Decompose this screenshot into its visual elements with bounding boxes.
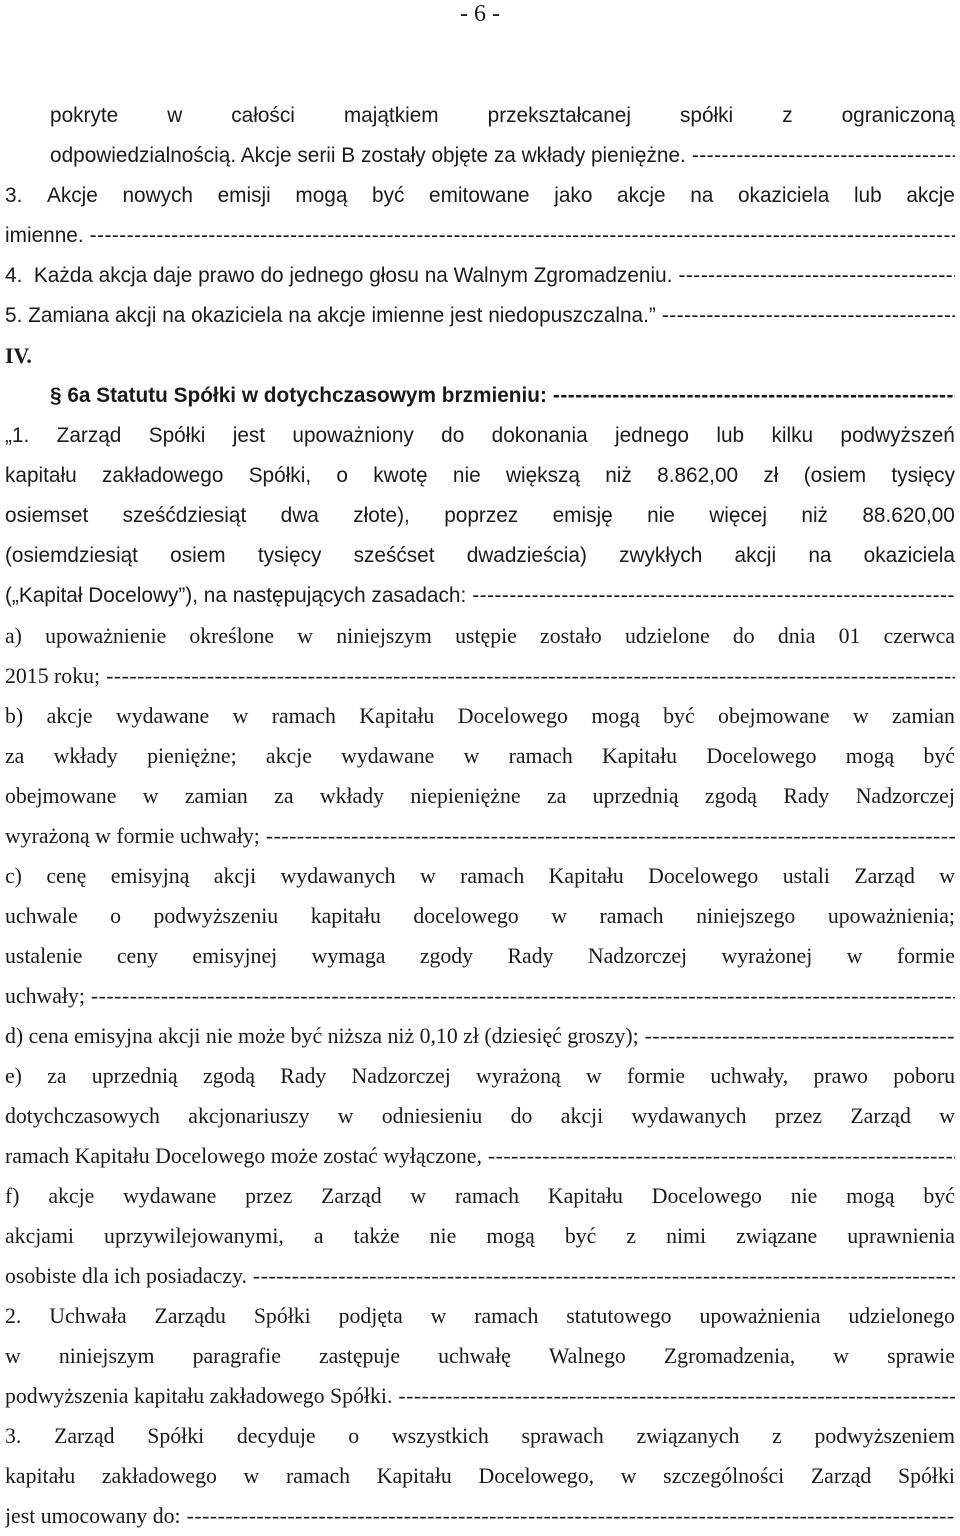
word: nie bbox=[452, 464, 481, 487]
word: emisyjną bbox=[110, 864, 190, 888]
word: wydawane bbox=[115, 704, 210, 728]
word: kilku bbox=[771, 424, 814, 447]
word: zgodą bbox=[704, 784, 757, 808]
word: ustalenie bbox=[5, 944, 83, 968]
line-text: 4. Każda akcja daje prawo do jednego głosu na Walnym Zgromadzeniu. bbox=[5, 264, 673, 287]
word: uchwałę bbox=[438, 1344, 511, 1368]
word: więcej bbox=[709, 504, 767, 527]
word: Zarząd bbox=[850, 1104, 911, 1128]
line-text: podwyższenia kapitału zakładowego Spółki. bbox=[5, 1384, 393, 1408]
word: za bbox=[546, 784, 567, 808]
word: akcji bbox=[734, 544, 777, 567]
word: ustępie bbox=[455, 624, 517, 648]
word: Docelowego bbox=[457, 704, 568, 728]
word: Zarząd bbox=[321, 1184, 382, 1208]
word: e) bbox=[5, 1064, 22, 1088]
word: docelowego bbox=[413, 904, 519, 928]
word: wydawane bbox=[123, 1184, 217, 1208]
text-line bbox=[5, 1376, 955, 1416]
word: formie bbox=[896, 944, 955, 968]
word: całości bbox=[231, 104, 295, 127]
word: wydawanych bbox=[280, 864, 396, 888]
dash-filler bbox=[472, 576, 955, 616]
word: akcji bbox=[213, 864, 257, 888]
word: niepieniężne bbox=[410, 784, 521, 808]
word: Uchwała bbox=[49, 1304, 127, 1328]
page-number: - 6 - bbox=[460, 1, 500, 27]
text-line bbox=[5, 256, 955, 296]
word: w bbox=[833, 1344, 850, 1368]
word: uchwale bbox=[5, 904, 78, 928]
word: 8.862,00 bbox=[657, 464, 739, 487]
word: większą bbox=[505, 464, 580, 487]
word: udzielonego bbox=[848, 1304, 955, 1328]
word: niniejszym bbox=[58, 1344, 155, 1368]
word: akcjami bbox=[5, 1224, 74, 1248]
word: także bbox=[353, 1224, 400, 1248]
word: przekształcanej bbox=[487, 104, 631, 127]
text-line bbox=[5, 136, 955, 176]
word: akcji bbox=[560, 1104, 604, 1128]
word: Zarząd bbox=[54, 1424, 115, 1448]
word: odniesieniu bbox=[381, 1104, 483, 1128]
word: kapitału bbox=[5, 1464, 76, 1488]
word: 88.620,00 bbox=[862, 504, 955, 527]
word: emisję bbox=[552, 504, 613, 527]
word: ramach bbox=[474, 1304, 539, 1328]
word: wszystkich bbox=[391, 1424, 489, 1448]
text-line bbox=[5, 1136, 955, 1176]
word: związanych bbox=[636, 1424, 740, 1448]
word: ramach bbox=[454, 1184, 520, 1208]
word: pokryte bbox=[50, 104, 119, 127]
word: b) bbox=[5, 704, 24, 728]
word: udzielone bbox=[624, 624, 710, 648]
word: akcjonariuszy bbox=[188, 1104, 310, 1128]
text-line bbox=[5, 1256, 955, 1296]
word: spółki bbox=[680, 104, 734, 127]
word: 01 bbox=[838, 624, 861, 648]
word: wyrażoną bbox=[476, 1064, 561, 1088]
word: nie bbox=[647, 504, 675, 527]
word: mogą bbox=[486, 1224, 535, 1248]
word: Docelowego bbox=[651, 1184, 762, 1208]
line-text: jest umocowany do: bbox=[5, 1504, 181, 1528]
text-line bbox=[5, 176, 955, 216]
text-line bbox=[5, 1416, 955, 1456]
word: 3. bbox=[5, 184, 23, 207]
word: w bbox=[852, 704, 869, 728]
line-text: ramach Kapitału Docelowego może zostać wyłączone, bbox=[5, 1144, 482, 1168]
word: akcje bbox=[265, 744, 312, 768]
word: zamian bbox=[184, 784, 248, 808]
word: Kapitału bbox=[602, 744, 678, 768]
word: kapitału bbox=[310, 904, 381, 928]
word: majątkiem bbox=[343, 104, 439, 127]
word: sprawie bbox=[887, 1344, 955, 1368]
word: uprzednią bbox=[592, 784, 679, 808]
word: uchwały, bbox=[710, 1064, 789, 1088]
word: ramach bbox=[285, 1464, 351, 1488]
word: w bbox=[243, 1464, 260, 1488]
word: poboru bbox=[893, 1064, 955, 1088]
word: tysięcy bbox=[891, 464, 955, 487]
word: wydawanych bbox=[631, 1104, 747, 1128]
word: o bbox=[110, 904, 122, 928]
dash-filler bbox=[187, 1496, 955, 1536]
word: być bbox=[923, 1184, 955, 1208]
dash-filler bbox=[91, 976, 955, 1016]
word: zamian bbox=[891, 704, 955, 728]
word: sześćset bbox=[353, 544, 435, 567]
word: ramach bbox=[271, 704, 336, 728]
word: być bbox=[564, 1224, 597, 1248]
word: w bbox=[5, 1344, 21, 1368]
word: w bbox=[297, 624, 314, 648]
text-line bbox=[5, 976, 955, 1016]
dash-filler bbox=[645, 1016, 955, 1056]
word: jako bbox=[554, 184, 593, 207]
word: Rady bbox=[783, 784, 830, 808]
word: akcje bbox=[617, 184, 666, 207]
word: złote), bbox=[353, 504, 410, 527]
word: akcje bbox=[906, 184, 955, 207]
word: do bbox=[732, 624, 755, 648]
word: f) bbox=[5, 1184, 20, 1208]
text-line bbox=[5, 96, 955, 136]
word: tysięcy bbox=[257, 544, 322, 567]
word: kapitału bbox=[5, 464, 77, 487]
line-text: odpowiedzialnością. Akcje serii B zostały objęte za wkłady pieniężne. bbox=[50, 144, 686, 167]
word: w bbox=[463, 744, 480, 768]
word: (osiemdziesiąt bbox=[5, 544, 138, 567]
text-line bbox=[5, 656, 955, 696]
dash-filler bbox=[266, 816, 955, 856]
line-text: 5. Zamiana akcji na okaziciela na akcje imienne jest niedopuszczalna.” bbox=[5, 304, 656, 327]
text-line bbox=[5, 536, 955, 576]
word: jest bbox=[232, 424, 266, 447]
word: ramach bbox=[460, 864, 525, 888]
dash-filler bbox=[678, 256, 955, 296]
word: w bbox=[167, 104, 183, 127]
line-text: IV. bbox=[5, 344, 32, 368]
word: być bbox=[663, 704, 695, 728]
word: Zarząd bbox=[810, 1464, 872, 1488]
word: ramach bbox=[599, 904, 664, 928]
word: zakładowego bbox=[101, 1464, 217, 1488]
word: obejmowane bbox=[5, 784, 117, 808]
word: prawo bbox=[813, 1064, 868, 1088]
dash-filler bbox=[398, 1376, 955, 1416]
word: w bbox=[142, 784, 159, 808]
line-text: („Kapitał Docelowy”), na następujących zasadach: bbox=[5, 584, 467, 607]
word: mogą bbox=[845, 744, 895, 768]
word: mogą bbox=[295, 184, 348, 207]
word: do bbox=[510, 1104, 533, 1128]
word: ustali bbox=[782, 864, 830, 888]
word: okaziciela bbox=[863, 544, 955, 567]
word: (osiem bbox=[803, 464, 867, 487]
text-line bbox=[5, 1336, 955, 1376]
text-line bbox=[5, 896, 955, 936]
word: dotychczasowych bbox=[5, 1104, 160, 1128]
word: sześćdziesiąt bbox=[122, 504, 247, 527]
word: emisyjnej bbox=[192, 944, 278, 968]
word: kwotę bbox=[373, 464, 428, 487]
word: uprawnienia bbox=[847, 1224, 955, 1248]
word: wydawane bbox=[341, 744, 435, 768]
text-line bbox=[5, 456, 955, 496]
word: niniejszym bbox=[336, 624, 432, 648]
line-text: § 6a Statutu Spółki w dotychczasowym brzmieniu: bbox=[50, 384, 547, 407]
word: akcje bbox=[48, 1184, 95, 1208]
word: na bbox=[808, 544, 832, 567]
word: na bbox=[690, 184, 714, 207]
word: a) bbox=[5, 624, 22, 648]
text-line bbox=[5, 696, 955, 736]
word: związane bbox=[736, 1224, 818, 1248]
word: o bbox=[348, 1424, 360, 1448]
word: Zgromadzenia, bbox=[663, 1344, 796, 1368]
word: z bbox=[772, 1424, 782, 1448]
word: dwadzieścia) bbox=[466, 544, 587, 567]
word: zgody bbox=[419, 944, 474, 968]
line-text: 2015 roku; bbox=[5, 664, 101, 688]
word: być bbox=[372, 184, 405, 207]
word: paragrafie bbox=[192, 1344, 281, 1368]
word: wkłady bbox=[53, 744, 118, 768]
word: ceny bbox=[116, 944, 159, 968]
word: w bbox=[846, 944, 863, 968]
word: Kapitału bbox=[359, 704, 435, 728]
word: Nadzorczej bbox=[351, 1064, 451, 1088]
word: 2. bbox=[5, 1304, 22, 1328]
text-line bbox=[5, 576, 955, 616]
word: uprzywilejowanymi, bbox=[104, 1224, 284, 1248]
word: ograniczoną bbox=[841, 104, 955, 127]
word: uprzednią bbox=[91, 1064, 178, 1088]
word: podwyższeń bbox=[840, 424, 955, 447]
text-line bbox=[5, 336, 955, 376]
word: Walnego bbox=[548, 1344, 626, 1368]
word: statutowego bbox=[566, 1304, 672, 1328]
word: decyduje bbox=[236, 1424, 316, 1448]
word: Rady bbox=[280, 1064, 327, 1088]
dash-filler bbox=[692, 136, 955, 176]
text-line bbox=[5, 1056, 955, 1096]
word: pieniężne; bbox=[147, 744, 237, 768]
dash-filler bbox=[253, 1256, 955, 1296]
word: nie bbox=[790, 1184, 818, 1208]
word: podwyższeniem bbox=[814, 1424, 955, 1448]
dash-filler bbox=[488, 1136, 955, 1176]
word: dokonania bbox=[491, 424, 588, 447]
word: wkłady bbox=[319, 784, 385, 808]
word: w bbox=[551, 904, 567, 928]
word: emisji bbox=[217, 184, 271, 207]
word: Nadzorczej bbox=[855, 784, 955, 808]
word: a bbox=[313, 1224, 324, 1248]
word: upoważnienia bbox=[699, 1304, 821, 1328]
word: osiem bbox=[170, 544, 226, 567]
word: upoważnienia; bbox=[827, 904, 955, 928]
dash-filler bbox=[553, 376, 955, 416]
word: przez bbox=[774, 1104, 822, 1128]
text-line bbox=[5, 1016, 955, 1056]
word: Rady bbox=[507, 944, 554, 968]
word: za bbox=[47, 1064, 67, 1088]
word: mogą bbox=[591, 704, 640, 728]
word: ramach bbox=[508, 744, 573, 768]
word: wymaga bbox=[311, 944, 386, 968]
word: Spółki bbox=[147, 1424, 205, 1448]
word: być bbox=[923, 744, 955, 768]
word: zwykłych bbox=[619, 544, 703, 567]
text-line bbox=[5, 1496, 955, 1536]
word: Spółki bbox=[897, 1464, 955, 1488]
word: nie bbox=[429, 1224, 457, 1248]
word: w bbox=[586, 1064, 602, 1088]
word: za bbox=[274, 784, 294, 808]
word: Zarządu bbox=[154, 1304, 226, 1328]
word: niż bbox=[605, 464, 632, 487]
text-line bbox=[5, 1296, 955, 1336]
text-line bbox=[5, 856, 955, 896]
word: do bbox=[441, 424, 465, 447]
word: mogą bbox=[846, 1184, 895, 1208]
word: Kapitału bbox=[376, 1464, 452, 1488]
word: Spółki bbox=[253, 1304, 311, 1328]
word: dwa bbox=[280, 504, 319, 527]
word: określone bbox=[189, 624, 275, 648]
text-line bbox=[5, 376, 955, 416]
line-text: wyrażoną w formie uchwały; bbox=[5, 824, 260, 848]
word: nimi bbox=[666, 1224, 707, 1248]
word: podwyższeniu bbox=[153, 904, 279, 928]
text-line bbox=[5, 1216, 955, 1256]
word: Kapitału bbox=[547, 1184, 623, 1208]
word: wyrażonej bbox=[721, 944, 813, 968]
word: formie bbox=[627, 1064, 686, 1088]
word: akcje bbox=[46, 704, 93, 728]
text-line bbox=[5, 1176, 955, 1216]
word: z bbox=[782, 104, 793, 127]
text-line bbox=[5, 936, 955, 976]
word: Docelowego bbox=[706, 744, 817, 768]
word: podjęta bbox=[338, 1304, 403, 1328]
word: sprawach bbox=[521, 1424, 604, 1448]
word: o bbox=[336, 464, 348, 487]
word: czerwca bbox=[883, 624, 955, 648]
dash-filler bbox=[662, 296, 955, 336]
dash-filler bbox=[106, 656, 955, 696]
word: w bbox=[410, 1184, 427, 1208]
word: w bbox=[939, 864, 955, 888]
word: zł bbox=[763, 464, 779, 487]
text-line bbox=[5, 216, 955, 256]
word: osiemset bbox=[5, 504, 89, 527]
word: Nadzorczej bbox=[587, 944, 688, 968]
word: poprzez bbox=[444, 504, 519, 527]
word: emitowane bbox=[429, 184, 530, 207]
word: zgodą bbox=[202, 1064, 256, 1088]
word: Spółki, bbox=[248, 464, 312, 487]
word: Spółki bbox=[148, 424, 206, 447]
word: lub bbox=[853, 184, 882, 207]
dash-filler bbox=[90, 216, 955, 256]
word: cenę bbox=[46, 864, 87, 888]
word: Docelowego, bbox=[478, 1464, 595, 1488]
text-line bbox=[5, 816, 955, 856]
word: w bbox=[939, 1104, 955, 1128]
word: jednego bbox=[614, 424, 690, 447]
word: niniejszego bbox=[696, 904, 796, 928]
word: szczególności bbox=[663, 1464, 785, 1488]
word: zakładowego bbox=[101, 464, 224, 487]
word: w bbox=[337, 1104, 354, 1128]
line-text: osobiste dla ich posiadaczy. bbox=[5, 1264, 247, 1288]
word: 3. bbox=[5, 1424, 22, 1448]
word: w bbox=[232, 704, 249, 728]
text-line bbox=[5, 616, 955, 656]
word: z bbox=[626, 1224, 637, 1248]
line-text: d) cena emisyjna akcji nie może być niższa niż 0,10 zł (dziesięć groszy); bbox=[5, 1024, 639, 1048]
word: w bbox=[419, 864, 436, 888]
text-line bbox=[5, 1096, 955, 1136]
word: c) bbox=[5, 864, 22, 888]
word: Kapitału bbox=[548, 864, 624, 888]
text-line bbox=[5, 296, 955, 336]
word: obejmowane bbox=[718, 704, 830, 728]
word: lub bbox=[716, 424, 745, 447]
word: „1. bbox=[5, 424, 30, 447]
document-body bbox=[5, 96, 955, 1536]
text-line bbox=[5, 1456, 955, 1496]
text-line bbox=[5, 736, 955, 776]
word: przez bbox=[245, 1184, 293, 1208]
text-line bbox=[5, 776, 955, 816]
word: niż bbox=[801, 504, 828, 527]
word: upoważnienie bbox=[45, 624, 167, 648]
word: w bbox=[430, 1304, 447, 1328]
line-text: imienne. bbox=[5, 224, 84, 247]
text-line bbox=[5, 496, 955, 536]
word: zastępuje bbox=[318, 1344, 401, 1368]
word: nowych bbox=[122, 184, 193, 207]
word: Zarząd bbox=[854, 864, 915, 888]
word: Akcje bbox=[46, 184, 98, 207]
word: dnia bbox=[777, 624, 816, 648]
word: Zarząd bbox=[56, 424, 122, 447]
word: w bbox=[620, 1464, 637, 1488]
word: okaziciela bbox=[737, 184, 830, 207]
word: za bbox=[5, 744, 25, 768]
line-text: uchwały; bbox=[5, 984, 85, 1008]
word: upoważniony bbox=[292, 424, 414, 447]
text-line bbox=[5, 416, 955, 456]
word: Docelowego bbox=[648, 864, 759, 888]
word: zostało bbox=[540, 624, 602, 648]
